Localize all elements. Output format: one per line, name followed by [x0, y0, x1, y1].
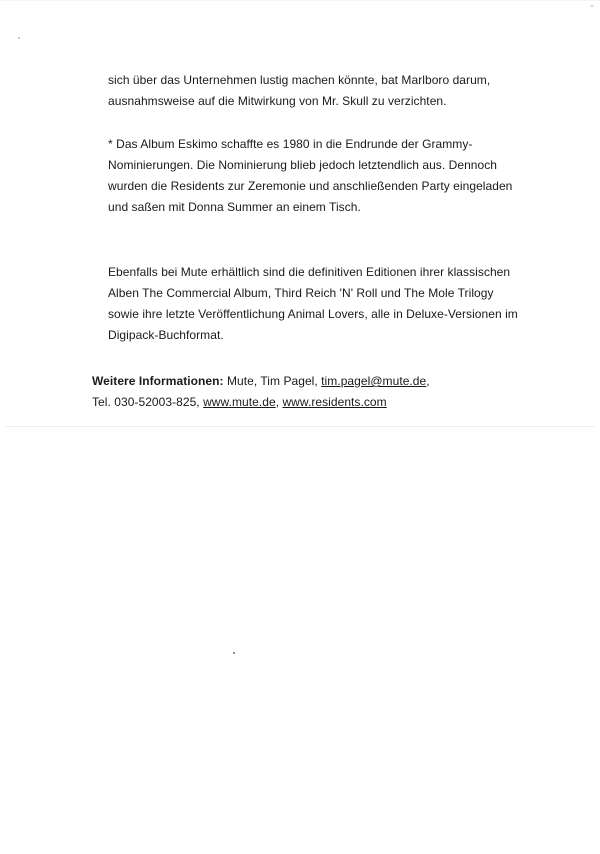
website-separator: ,: [275, 395, 283, 409]
paragraph-line: sowie ihre letzte Veröffentlichung Animal Lovers, alle in Deluxe-Versionen im: [108, 307, 518, 321]
paragraph-line: Digipack-Buchformat.: [108, 328, 224, 342]
scan-speck: [590, 5, 594, 7]
paragraph-line: ausnahmsweise auf die Mitwirkung von Mr. Skull zu verzichten.: [108, 94, 447, 108]
paragraph-line: wurden die Residents zur Zeremonie und anschließenden Party eingeladen: [108, 179, 513, 193]
scan-fold-line: [5, 426, 595, 427]
paragraph-line: Nominierungen. Die Nominierung blieb jedoch letztendlich aus. Dennoch: [108, 158, 498, 172]
email-link[interactable]: tim.pagel@mute.de: [321, 374, 427, 388]
scan-speck: [18, 37, 20, 39]
scan-speck: [233, 652, 235, 654]
contact-information: [92, 373, 430, 415]
paragraph-line: Alben The Commercial Album, Third Reich 'N' Roll und The Mole Trilogy: [108, 286, 494, 300]
website-link-mute[interactable]: www.mute.de: [203, 395, 276, 409]
paragraph-line: * Das Album Eskimo schaffte es 1980 in die Endrunde der Grammy-: [108, 137, 473, 151]
paragraph-line: und saßen mit Donna Summer an einem Tisch.: [108, 200, 361, 214]
paragraph-editions: [108, 264, 518, 348]
phone-text: Tel. 030-52003-825,: [92, 395, 204, 409]
paragraph-eskimo-note: [108, 136, 512, 220]
contact-line-1: [92, 373, 430, 394]
contact-label: Weitere Informationen:: [92, 374, 224, 388]
contact-line-2: [92, 394, 430, 415]
contact-punctuation: ,: [426, 374, 430, 388]
website-link-residents[interactable]: www.residents.com: [282, 395, 387, 409]
contact-text: Mute, Tim Pagel,: [223, 374, 322, 388]
paragraph-line: Ebenfalls bei Mute erhältlich sind die definitiven Editionen ihrer klassischen: [108, 265, 511, 279]
paragraph-marlboro: [108, 72, 490, 114]
paragraph-line: sich über das Unternehmen lustig machen könnte, bat Marlboro darum,: [108, 73, 491, 87]
scan-top-edge: [0, 0, 600, 1]
